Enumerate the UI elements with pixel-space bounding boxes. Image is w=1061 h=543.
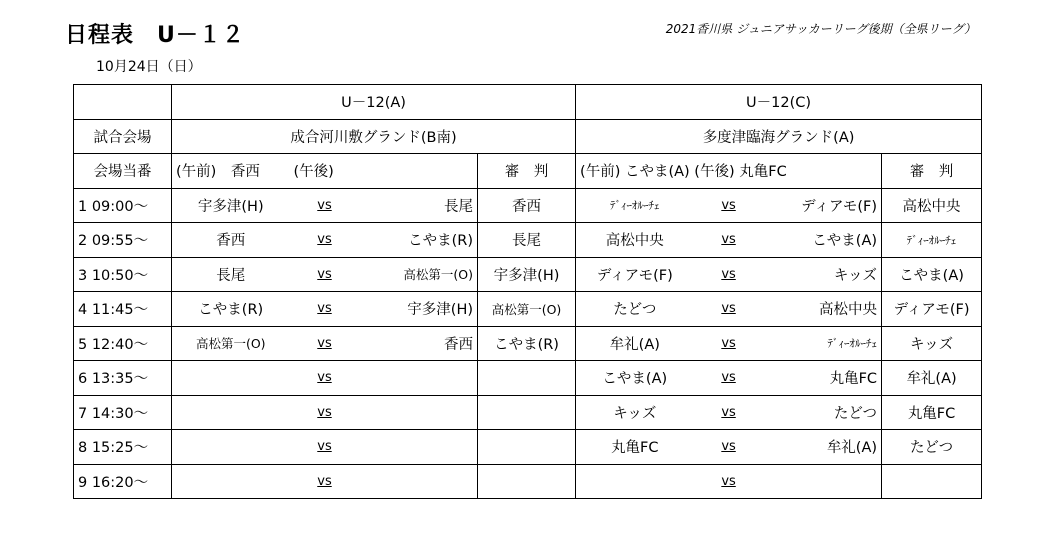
venue-label: 試合会場: [74, 119, 172, 154]
c-vs: vs: [694, 292, 764, 327]
a-away-team: [360, 361, 478, 396]
c-vs: vs: [694, 395, 764, 430]
a-vs: vs: [290, 223, 360, 258]
c-away-team: 高松中央: [764, 292, 882, 327]
c-away-team: [764, 464, 882, 499]
a-away-team: [360, 464, 478, 499]
table-row: [74, 430, 982, 465]
a-referee: 宇多津(H): [478, 257, 576, 292]
a-vs: vs: [290, 361, 360, 396]
duty-row: [74, 154, 982, 189]
a-referee: 高松第一(O): [478, 292, 576, 327]
c-referee: ディアモ(F): [882, 292, 982, 327]
a-vs: vs: [290, 395, 360, 430]
group-header-row: [74, 85, 982, 120]
a-away-team: [360, 430, 478, 465]
table-row: [74, 223, 982, 258]
a-vs: vs: [290, 292, 360, 327]
a-referee: [478, 430, 576, 465]
duty-a-pm-team: [360, 154, 478, 189]
a-referee: [478, 464, 576, 499]
a-referee: 香西: [478, 188, 576, 223]
table-row: [74, 395, 982, 430]
c-away-team: 牟礼(A): [764, 430, 882, 465]
c-home-team: 高松中央: [576, 223, 694, 258]
referee-c-label: 審 判: [882, 154, 982, 189]
a-home-team: 高松第一(O): [172, 326, 290, 361]
c-home-team: 牟礼(A): [576, 326, 694, 361]
duty-a-pm: (午後): [290, 154, 360, 189]
c-home-team: こやま(A): [576, 361, 694, 396]
corner-cell: [74, 85, 172, 120]
slot-cell: 7 14:30～: [74, 395, 172, 430]
a-home-team: [172, 430, 290, 465]
c-referee: 高松中央: [882, 188, 982, 223]
a-vs: vs: [290, 188, 360, 223]
a-referee: 長尾: [478, 223, 576, 258]
c-home-team: [576, 464, 694, 499]
a-referee: [478, 395, 576, 430]
c-referee: キッズ: [882, 326, 982, 361]
c-home-team: 丸亀FC: [576, 430, 694, 465]
slot-cell: 9 16:20～: [74, 464, 172, 499]
slot-cell: 5 12:40～: [74, 326, 172, 361]
a-home-team: こやま(R): [172, 292, 290, 327]
c-referee: [882, 464, 982, 499]
c-away-team: 丸亀FC: [764, 361, 882, 396]
table-row: [74, 292, 982, 327]
a-home-team: 香西: [172, 223, 290, 258]
a-away-team: こやま(R): [360, 223, 478, 258]
group-c-header: U－12(C): [576, 85, 982, 120]
duty-a-am: (午前): [176, 164, 217, 181]
slot-cell: 3 10:50～: [74, 257, 172, 292]
league-subtitle: 2021香川県 ジュニアサッカーリーグ後期（全県リーグ）: [665, 22, 976, 36]
c-vs: vs: [694, 464, 764, 499]
venue-c: 多度津臨海グランド(A): [576, 119, 982, 154]
slot-cell: 1 09:00～: [74, 188, 172, 223]
a-referee: [478, 361, 576, 396]
venue-a: 成合河川敷グランド(B南): [172, 119, 576, 154]
a-home-team: 宇多津(H): [172, 188, 290, 223]
c-referee: たどつ: [882, 430, 982, 465]
a-referee: こやま(R): [478, 326, 576, 361]
table-row: [74, 257, 982, 292]
duty-c: (午前) こやま(A) (午後) 丸亀FC: [576, 154, 882, 189]
a-away-team: 香西: [360, 326, 478, 361]
slot-cell: 6 13:35～: [74, 361, 172, 396]
c-away-team: こやま(A): [764, 223, 882, 258]
duty-a-am-cell: [172, 154, 290, 189]
a-away-team: [360, 395, 478, 430]
slot-cell: 4 11:45～: [74, 292, 172, 327]
duty-label: 会場当番: [74, 154, 172, 189]
a-away-team: 高松第一(O): [360, 257, 478, 292]
page-title: 日程表 U－１２: [65, 23, 245, 48]
table-row: [74, 326, 982, 361]
match-date: 10月24日（日）: [96, 59, 202, 75]
c-home-team: キッズ: [576, 395, 694, 430]
c-referee: 牟礼(A): [882, 361, 982, 396]
a-away-team: 長尾: [360, 188, 478, 223]
a-vs: vs: [290, 257, 360, 292]
c-away-team: たどつ: [764, 395, 882, 430]
c-home-team: ディアモ(F): [576, 257, 694, 292]
a-home-team: [172, 395, 290, 430]
a-vs: vs: [290, 464, 360, 499]
table-row: [74, 464, 982, 499]
c-vs: vs: [694, 326, 764, 361]
c-referee: 丸亀FC: [882, 395, 982, 430]
c-vs: vs: [694, 223, 764, 258]
table-row: [74, 188, 982, 223]
a-home-team: 長尾: [172, 257, 290, 292]
group-a-header: U－12(A): [172, 85, 576, 120]
c-home-team: ﾃﾞｨｰｵﾙｰﾁｪ: [576, 188, 694, 223]
slot-cell: 2 09:55～: [74, 223, 172, 258]
c-away-team: ディアモ(F): [764, 188, 882, 223]
table-row: [74, 361, 982, 396]
c-vs: vs: [694, 361, 764, 396]
referee-a-label: 審 判: [478, 154, 576, 189]
a-home-team: [172, 361, 290, 396]
c-vs: vs: [694, 430, 764, 465]
c-referee: ﾃﾞｨｰｵﾙｰﾁｪ: [882, 223, 982, 258]
c-vs: vs: [694, 188, 764, 223]
c-away-team: ﾃﾞｨｰｵﾙｰﾁｪ: [764, 326, 882, 361]
c-away-team: キッズ: [764, 257, 882, 292]
venue-row: [74, 119, 982, 154]
schedule-table: [73, 84, 982, 499]
c-home-team: たどつ: [576, 292, 694, 327]
duty-a-am-team: 香西: [230, 164, 260, 181]
a-vs: vs: [290, 430, 360, 465]
c-referee: こやま(A): [882, 257, 982, 292]
a-away-team: 宇多津(H): [360, 292, 478, 327]
a-vs: vs: [290, 326, 360, 361]
slot-cell: 8 15:25～: [74, 430, 172, 465]
c-vs: vs: [694, 257, 764, 292]
a-home-team: [172, 464, 290, 499]
